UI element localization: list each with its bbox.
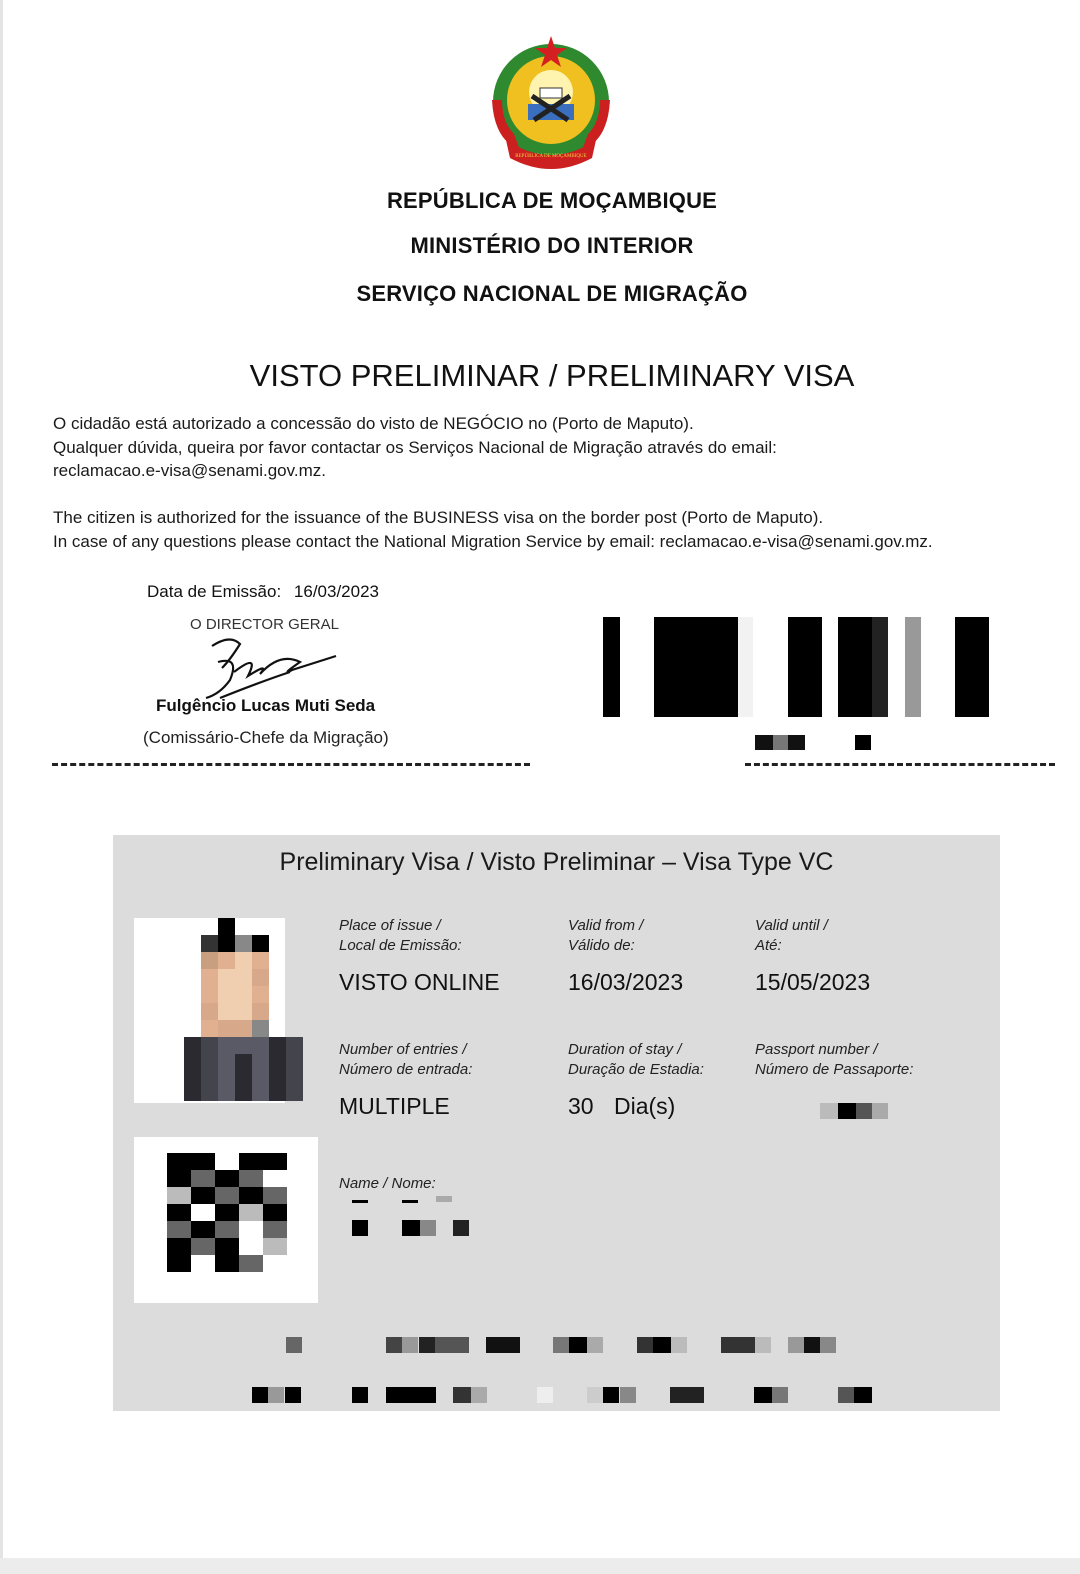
qr-pixel xyxy=(239,1153,263,1170)
redacted-pixel xyxy=(872,1103,888,1119)
redacted-pixel xyxy=(804,1337,820,1353)
qr-pixel xyxy=(167,1187,191,1204)
photo-pixel xyxy=(235,952,252,969)
field-label: Valid from / xyxy=(568,917,644,934)
qr-pixel xyxy=(215,1221,239,1238)
field-duration xyxy=(568,1040,704,1120)
duration-unit: Dia(s) xyxy=(613,1093,676,1119)
photo-pixel xyxy=(201,1003,218,1020)
signature-icon xyxy=(200,632,345,702)
redacted-pixel xyxy=(352,1387,368,1403)
qr-pixel xyxy=(191,1187,215,1204)
body-portuguese xyxy=(53,412,777,483)
photo-pixel xyxy=(252,969,269,986)
redacted-pixel xyxy=(587,1337,603,1353)
barcode-bar xyxy=(905,617,921,717)
field-label: Duration of stay / xyxy=(568,1041,682,1058)
barcode-bar xyxy=(788,617,822,717)
body-pt-line: Qualquer dúvida, queira por favor contactar os Serviços Nacional de Migração através do email: xyxy=(53,437,777,457)
photo-pixel xyxy=(201,1054,218,1101)
photo-pixel xyxy=(235,1054,252,1101)
photo-pixel xyxy=(252,1003,269,1020)
redacted-pixel xyxy=(436,1196,452,1202)
qr-pixel xyxy=(263,1170,287,1187)
header-ministry: MINISTÉRIO DO INTERIOR xyxy=(410,233,694,258)
body-english xyxy=(53,506,933,553)
redacted-pixel xyxy=(352,1200,368,1203)
photo-pixel xyxy=(235,1037,252,1054)
body-pt-line: reclamacao.e-visa@senami.gov.mz. xyxy=(53,461,326,480)
national-emblem-icon xyxy=(484,30,618,172)
photo-redacted xyxy=(134,918,285,1103)
photo-pixel xyxy=(235,969,252,986)
field-label: Number of entries / xyxy=(339,1041,467,1058)
qr-pixel xyxy=(263,1255,287,1272)
redacted-pixel xyxy=(838,1103,856,1119)
photo-pixel xyxy=(201,935,218,952)
redacted-pixel xyxy=(537,1387,553,1403)
photo-pixel xyxy=(269,1054,286,1101)
qr-pixel xyxy=(191,1238,215,1255)
barcode-bar xyxy=(872,617,888,717)
duration-value: 30 xyxy=(568,1093,594,1119)
cut-line-left xyxy=(52,763,530,766)
field-valid-from xyxy=(568,916,683,996)
photo-pixel xyxy=(218,969,235,986)
signatory-title: (Comissário-Chefe da Migração) xyxy=(143,728,389,747)
qr-pixel xyxy=(239,1255,263,1272)
field-label: Local de Emissão: xyxy=(339,937,462,954)
issue-date-value: 16/03/2023 xyxy=(293,582,380,601)
signatory-role: O DIRECTOR GERAL xyxy=(190,616,339,633)
redacted-pixel xyxy=(653,1337,671,1353)
qr-pixel xyxy=(191,1221,215,1238)
redacted-pixel xyxy=(772,1387,788,1403)
field-value: MULTIPLE xyxy=(339,1093,450,1119)
redacted-pixel xyxy=(553,1337,569,1353)
redacted-pixel xyxy=(252,1387,268,1403)
qr-code-redacted xyxy=(134,1137,318,1303)
redacted-pixel xyxy=(587,1387,603,1403)
field-valid-until xyxy=(755,916,870,996)
field-name-label: Name / Nome: xyxy=(339,1175,436,1192)
page-bottom-edge xyxy=(0,1558,1080,1574)
photo-pixel xyxy=(201,1020,218,1037)
document-title: VISTO PRELIMINAR / PRELIMINARY VISA xyxy=(249,358,855,393)
redacted-pixel xyxy=(352,1220,368,1236)
photo-pixel xyxy=(184,1037,201,1054)
qr-pixel xyxy=(239,1187,263,1204)
redacted-pixel xyxy=(402,1220,420,1236)
photo-pixel xyxy=(201,952,218,969)
redacted-pixel xyxy=(286,1337,302,1353)
qr-pixel xyxy=(215,1238,239,1255)
redacted-pixel xyxy=(419,1337,435,1353)
signatory-name: Fulgêncio Lucas Muti Seda xyxy=(156,696,376,715)
redacted-pixel xyxy=(856,1103,872,1119)
redacted-pixel xyxy=(402,1200,418,1203)
field-label: Duração de Estadia: xyxy=(568,1061,704,1078)
qr-pixel xyxy=(191,1204,215,1221)
redacted-pixel xyxy=(755,1337,771,1353)
barcode-bar xyxy=(955,617,989,717)
qr-pixel xyxy=(239,1204,263,1221)
photo-pixel xyxy=(218,1054,235,1101)
redacted-pixel xyxy=(285,1387,301,1403)
redacted-pixel xyxy=(670,1387,704,1403)
redacted-pixel xyxy=(620,1387,636,1403)
photo-pixel xyxy=(218,935,235,952)
qr-pixel xyxy=(263,1204,287,1221)
issue-date-row xyxy=(147,582,379,602)
barcode-bar xyxy=(773,735,788,750)
field-place-of-issue xyxy=(339,916,500,996)
barcode-bar xyxy=(838,617,872,717)
barcode-bar xyxy=(603,617,620,717)
field-value: 16/03/2023 xyxy=(568,969,684,995)
redacted-pixel xyxy=(637,1337,653,1353)
photo-pixel xyxy=(218,986,235,1003)
field-label: Número de entrada: xyxy=(339,1061,473,1078)
redacted-pixel xyxy=(569,1337,587,1353)
redacted-pixel xyxy=(820,1103,838,1119)
redacted-pixel xyxy=(435,1337,469,1353)
redacted-pixel xyxy=(721,1337,755,1353)
photo-pixel xyxy=(252,986,269,1003)
qr-pixel xyxy=(167,1204,191,1221)
photo-pixel xyxy=(235,986,252,1003)
field-entries xyxy=(339,1040,472,1120)
photo-pixel xyxy=(218,1003,235,1020)
qr-pixel xyxy=(167,1238,191,1255)
qr-pixel xyxy=(215,1153,239,1170)
photo-pixel xyxy=(201,1037,218,1054)
field-passport xyxy=(755,1040,913,1080)
photo-pixel xyxy=(184,1054,201,1101)
card-title: Preliminary Visa / Visto Preliminar – Visa Type VC xyxy=(279,848,834,876)
field-label: Válido de: xyxy=(568,937,635,954)
barcode-bar xyxy=(654,617,738,717)
redacted-pixel xyxy=(402,1337,418,1353)
redacted-pixel xyxy=(453,1387,471,1403)
qr-pixel xyxy=(191,1170,215,1187)
cut-line-right xyxy=(745,763,1055,766)
photo-pixel xyxy=(218,1037,235,1054)
photo-pixel xyxy=(235,935,252,952)
body-en-line: In case of any questions please contact the National Migration Service by email: reclamacao.e-visa@senami.gov.mz. xyxy=(53,531,933,551)
barcode-bar xyxy=(855,735,871,750)
qr-pixel xyxy=(263,1238,287,1255)
qr-pixel xyxy=(239,1170,263,1187)
photo-pixel xyxy=(269,1037,286,1054)
qr-pixel xyxy=(263,1187,287,1204)
qr-pixel xyxy=(263,1153,287,1170)
qr-pixel xyxy=(191,1255,215,1272)
qr-pixel xyxy=(191,1153,215,1170)
field-label: Número de Passaporte: xyxy=(755,1061,914,1078)
photo-pixel xyxy=(218,918,235,935)
redacted-pixel xyxy=(386,1387,436,1403)
redacted-pixel xyxy=(486,1337,520,1353)
field-label: Até: xyxy=(755,937,782,954)
photo-pixel xyxy=(286,1054,303,1101)
photo-pixel xyxy=(252,1020,269,1037)
qr-pixel xyxy=(263,1221,287,1238)
redacted-pixel xyxy=(386,1337,402,1353)
qr-pixel xyxy=(167,1255,191,1272)
photo-pixel xyxy=(235,1020,252,1037)
qr-pixel xyxy=(239,1238,263,1255)
redacted-pixel xyxy=(603,1387,619,1403)
field-label: Passport number / xyxy=(755,1041,878,1058)
field-label: Place of issue / xyxy=(339,917,441,934)
redacted-pixel xyxy=(268,1387,284,1403)
qr-pixel xyxy=(215,1255,239,1272)
redacted-pixel xyxy=(754,1387,772,1403)
barcode-bar xyxy=(788,735,805,750)
qr-pixel xyxy=(215,1187,239,1204)
barcode-bar xyxy=(738,617,753,717)
body-en-line: The citizen is authorized for the issuance of the BUSINESS visa on the border post (Porto de Maputo). xyxy=(53,508,824,527)
photo-pixel xyxy=(252,935,269,952)
emblem-ribbon-text: REPÚBLICA DE MOÇAMBIQUE xyxy=(515,154,587,159)
barcode-bar xyxy=(755,735,773,750)
photo-pixel xyxy=(235,1003,252,1020)
redacted-pixel xyxy=(820,1337,836,1353)
qr-pixel xyxy=(239,1221,263,1238)
photo-pixel xyxy=(286,1037,303,1054)
redacted-pixel xyxy=(854,1387,872,1403)
redacted-pixel xyxy=(838,1387,854,1403)
photo-pixel xyxy=(201,986,218,1003)
qr-pixel xyxy=(167,1170,191,1187)
redacted-pixel xyxy=(471,1387,487,1403)
body-pt-line: O cidadão está autorizado a concessão do visto de NEGÓCIO no (Porto de Maputo). xyxy=(53,414,694,433)
redacted-pixel xyxy=(453,1220,469,1236)
photo-pixel xyxy=(218,952,235,969)
header-country: REPÚBLICA DE MOÇAMBIQUE xyxy=(386,188,718,213)
photo-pixel xyxy=(218,1020,235,1037)
photo-pixel xyxy=(252,1054,269,1101)
redacted-pixel xyxy=(420,1220,436,1236)
redacted-pixel xyxy=(788,1337,804,1353)
qr-pixel xyxy=(167,1221,191,1238)
qr-pixel xyxy=(167,1153,191,1170)
field-value: VISTO ONLINE xyxy=(339,969,500,995)
photo-pixel xyxy=(201,969,218,986)
photo-pixel xyxy=(252,952,269,969)
photo-pixel xyxy=(252,1037,269,1054)
issue-date-label: Data de Emissão: xyxy=(147,582,282,601)
qr-pixel xyxy=(215,1204,239,1221)
field-label: Valid until / xyxy=(755,917,828,934)
header-service: SERVIÇO NACIONAL DE MIGRAÇÃO xyxy=(356,281,748,306)
qr-pixel xyxy=(215,1170,239,1187)
redacted-pixel xyxy=(671,1337,687,1353)
field-value: 15/05/2023 xyxy=(755,969,871,995)
